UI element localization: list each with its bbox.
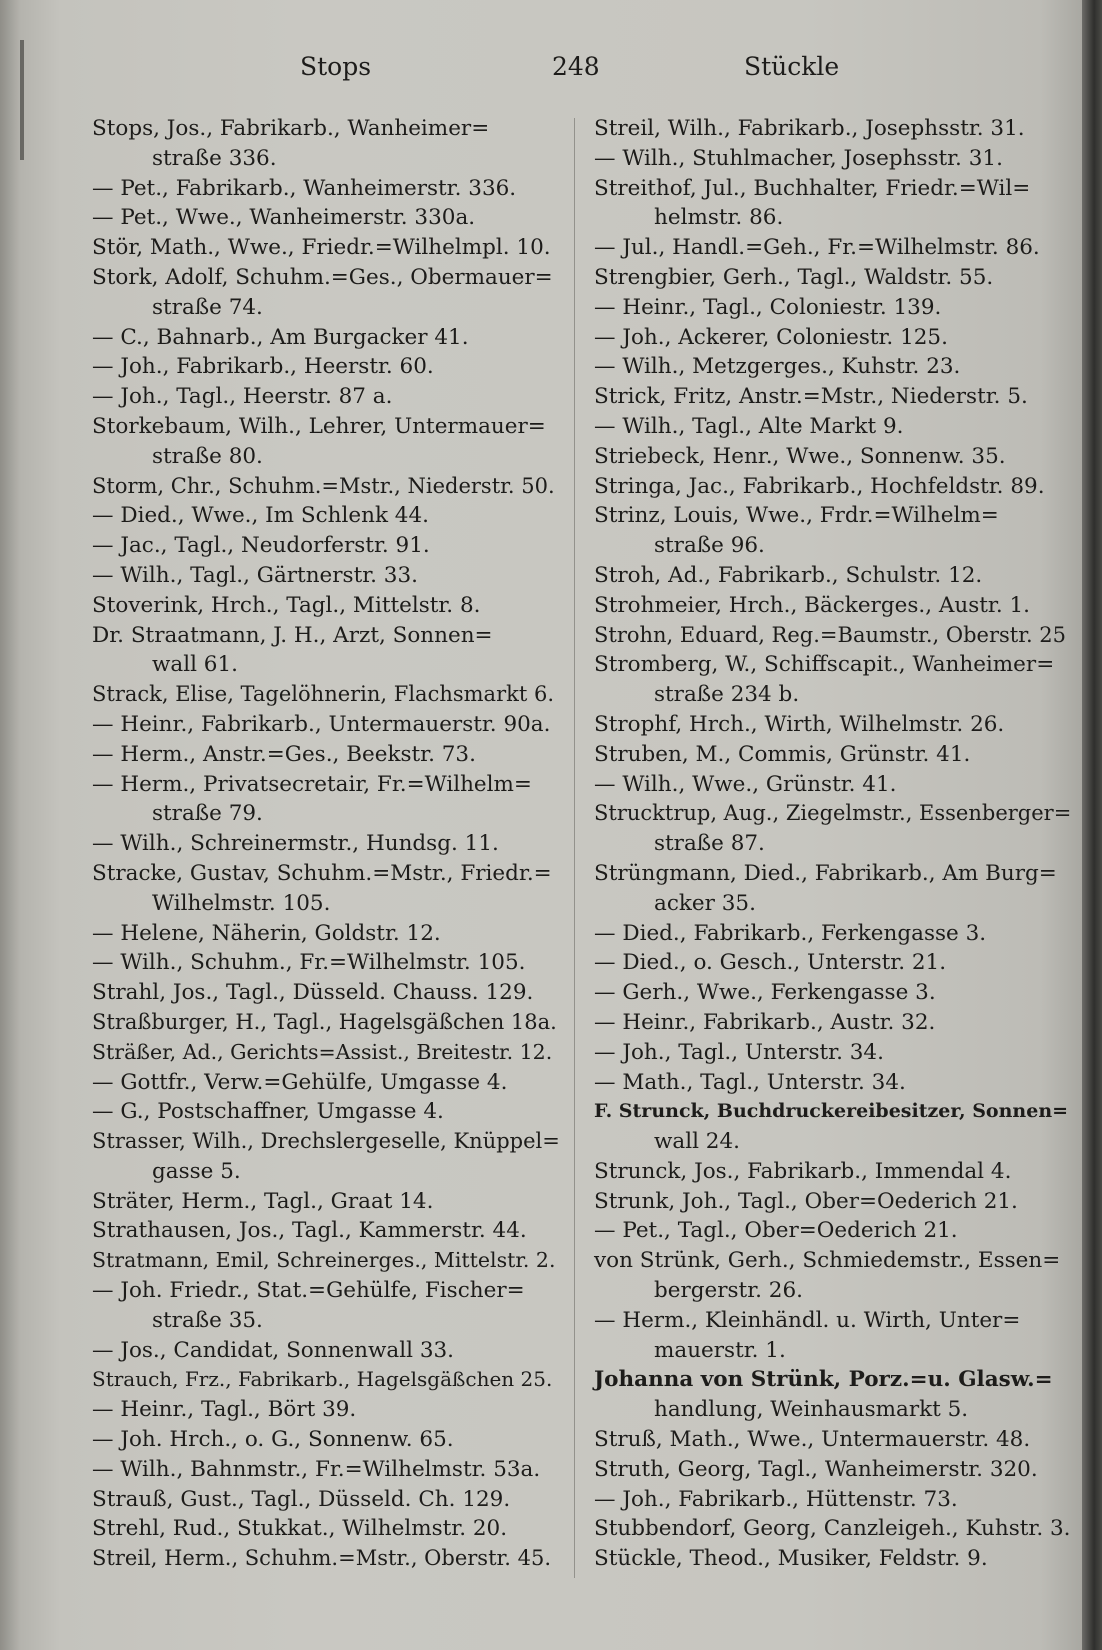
directory-entry: — Joh., Fabrikarb., Heerstr. 60. (92, 354, 434, 380)
directory-entry: Stratmann, Emil, Schreinerges., Mittelstr. 2. (92, 1248, 556, 1273)
directory-entry: — Wilh., Stuhlmacher, Josephsstr. 31. (594, 145, 1003, 171)
directory-entry: — Heinr., Fabrikarb., Untermauerstr. 90a. (92, 711, 551, 737)
entry-continuation: straße 336. (152, 145, 277, 171)
directory-entry: — Died., Fabrikarb., Ferkengasse 3. (594, 920, 987, 946)
directory-entry: — Died., o. Gesch., Unterstr. 21. (594, 950, 947, 976)
directory-entry: Strohn, Eduard, Reg.=Baumstr., Oberstr. 25 (594, 622, 1067, 647)
entry-continuation: straße 79. (152, 801, 263, 827)
entry-continuation: wall 61. (152, 652, 238, 678)
directory-entry: Stromberg, W., Schiffscapit., Wanheimer= (594, 652, 1055, 678)
directory-entry: — Wilh., Metzgerges., Kuhstr. 23. (594, 354, 961, 380)
entry-continuation: straße 74. (152, 294, 263, 320)
directory-entry: Strauch, Frz., Fabrikarb., Hagelsgäßchen 25. (92, 1367, 553, 1392)
directory-entry: Stops, Jos., Fabrikarb., Wanheimer= (92, 116, 490, 141)
directory-entry: — C., Bahnarb., Am Burgacker 41. (92, 324, 469, 350)
directory-entry: Sträter, Herm., Tagl., Graat 14. (92, 1188, 434, 1214)
directory-entry: — Wilh., Tagl., Alte Markt 9. (594, 413, 904, 439)
entry-continuation: wall 24. (654, 1129, 740, 1155)
directory-entry: — Pet., Tagl., Ober=Oederich 21. (594, 1218, 958, 1244)
directory-entry: — G., Postschaffner, Umgasse 4. (92, 1099, 444, 1125)
directory-entry: Stückle, Theod., Musiker, Feldstr. 9. (594, 1546, 988, 1572)
entry-continuation: straße 96. (654, 533, 765, 559)
header-last-entry: Stückle (744, 52, 840, 81)
directory-entry: — Joh., Ackerer, Coloniestr. 125. (594, 324, 948, 350)
directory-entry: Strinz, Louis, Wwe., Frdr.=Wilhelm= (594, 503, 999, 529)
directory-entry: — Gottfr., Verw.=Gehülfe, Umgasse 4. (92, 1069, 508, 1095)
directory-entry: Stör, Math., Wwe., Friedr.=Wilhelmpl. 10. (92, 235, 551, 261)
directory-entry: Struth, Georg, Tagl., Wanheimerstr. 320. (594, 1456, 1038, 1482)
directory-entry: — Wilh., Schreinermstr., Hundsg. 11. (92, 831, 499, 857)
directory-entry: — Jul., Handl.=Geh., Fr.=Wilhelmstr. 86. (594, 235, 1040, 261)
directory-entry: — Heinr., Tagl., Bört 39. (92, 1397, 357, 1423)
entry-continuation: straße 35. (152, 1307, 263, 1333)
entry-continuation: acker 35. (654, 890, 756, 916)
directory-entry: Strauß, Gust., Tagl., Düsseld. Ch. 129. (92, 1486, 511, 1512)
directory-entry: — Joh., Tagl., Unterstr. 34. (594, 1039, 884, 1065)
directory-entry: Stoverink, Hrch., Tagl., Mittelstr. 8. (92, 592, 481, 618)
directory-entry: Sträßer, Ad., Gerichts=Assist., Breitestr. 12. (92, 1039, 553, 1064)
directory-entry: von Strünk, Gerh., Schmiedemstr., Essen= (594, 1248, 1061, 1274)
directory-entry: — Herm., Anstr.=Ges., Beekstr. 73. (92, 741, 476, 767)
directory-entry: Stubbendorf, Georg, Canzleigeh., Kuhstr. 3. (594, 1516, 1071, 1542)
directory-entry: Strengbier, Gerh., Tagl., Waldstr. 55. (594, 264, 994, 290)
directory-entry: — Joh., Tagl., Heerstr. 87 a. (92, 384, 393, 410)
directory-entry: — Joh. Friedr., Stat.=Gehülfe, Fischer= (92, 1278, 525, 1304)
directory-entry: — Wilh., Tagl., Gärtnerstr. 33. (92, 562, 418, 588)
header-first-entry: Stops (300, 52, 372, 81)
directory-entry: Strasser, Wilh., Drechslergeselle, Knüppel= (92, 1129, 560, 1154)
directory-entry: — Helene, Näherin, Goldstr. 12. (92, 920, 441, 946)
directory-entry: Stracke, Gustav, Schuhm.=Mstr., Friedr.= (92, 860, 552, 886)
directory-entry: — Math., Tagl., Unterstr. 34. (594, 1069, 906, 1095)
page-number: 248 (552, 52, 600, 81)
directory-entry: Stork, Adolf, Schuhm.=Ges., Obermauer= (92, 264, 553, 290)
directory-entry: — Jac., Tagl., Neudorferstr. 91. (92, 533, 430, 559)
directory-entry: — Wilh., Wwe., Grünstr. 41. (594, 771, 897, 797)
directory-entry: Streil, Herm., Schuhm.=Mstr., Oberstr. 45. (92, 1546, 551, 1571)
right-column (594, 114, 1072, 1574)
directory-entry: Strüngmann, Died., Fabrikarb., Am Burg= (594, 860, 1057, 886)
directory-entry: Storkebaum, Wilh., Lehrer, Untermauer= (92, 413, 546, 439)
directory-entry: Strick, Fritz, Anstr.=Mstr., Niederstr. 5. (594, 384, 1028, 410)
left-column (92, 114, 560, 1574)
directory-entry: — Heinr., Tagl., Coloniestr. 139. (594, 294, 942, 320)
directory-entry: Strahl, Jos., Tagl., Düsseld. Chauss. 129. (92, 980, 534, 1006)
directory-entry: Strucktrup, Aug., Ziegelmstr., Essenberger= (594, 801, 1072, 826)
directory-entry: Storm, Chr., Schuhm.=Mstr., Niederstr. 50. (92, 473, 555, 498)
directory-entry: Struben, M., Commis, Grünstr. 41. (594, 741, 971, 767)
directory-entry: — Joh. Hrch., o. G., Sonnenw. 65. (92, 1427, 454, 1453)
directory-entry: Stringa, Jac., Fabrikarb., Hochfeldstr. 89. (594, 473, 1045, 499)
directory-entry: Dr. Straatmann, J. H., Arzt, Sonnen= (92, 622, 493, 648)
entry-continuation: bergerstr. 26. (654, 1278, 803, 1304)
directory-entry: — Heinr., Fabrikarb., Austr. 32. (594, 1009, 936, 1035)
directory-entry: Streil, Wilh., Fabrikarb., Josephsstr. 31. (594, 116, 1025, 141)
directory-entry: Stroh, Ad., Fabrikarb., Schulstr. 12. (594, 562, 983, 588)
directory-entry: Johanna von Strünk, Porz.=u. Glasw.= (594, 1367, 1053, 1393)
directory-entry: — Herm., Kleinhändl. u. Wirth, Unter= (594, 1307, 1021, 1333)
directory-entry: — Joh., Fabrikarb., Hüttenstr. 73. (594, 1486, 958, 1512)
directory-entry: Strunck, Jos., Fabrikarb., Immendal 4. (594, 1158, 1012, 1184)
directory-entry: — Herm., Privatsecretair, Fr.=Wilhelm= (92, 771, 532, 797)
directory-entry: Streithof, Jul., Buchhalter, Friedr.=Wil= (594, 175, 1031, 201)
directory-entry: — Pet., Wwe., Wanheimerstr. 330a. (92, 205, 476, 231)
page-edge (1082, 0, 1102, 1650)
entry-continuation: mauerstr. 1. (654, 1337, 786, 1363)
directory-entry: Strunk, Joh., Tagl., Ober=Oederich 21. (594, 1188, 1018, 1214)
entry-continuation: straße 234 b. (654, 682, 800, 708)
directory-entry: — Jos., Candidat, Sonnenwall 33. (92, 1337, 455, 1363)
entry-continuation: handlung, Weinhausmarkt 5. (654, 1397, 969, 1423)
directory-entry: Strathausen, Jos., Tagl., Kammerstr. 44. (92, 1218, 527, 1244)
entry-continuation: straße 80. (152, 443, 263, 469)
directory-entry: F. Strunck, Buchdruckereibesitzer, Sonnen= (594, 1100, 1069, 1123)
entry-continuation: Wilhelmstr. 105. (152, 890, 331, 916)
directory-entry: Striebeck, Henr., Wwe., Sonnenw. 35. (594, 443, 1006, 469)
directory-entry: Strehl, Rud., Stukkat., Wilhelmstr. 20. (92, 1516, 508, 1542)
directory-entry: — Wilh., Schuhm., Fr.=Wilhelmstr. 105. (92, 950, 526, 976)
directory-entry: — Wilh., Bahnmstr., Fr.=Wilhelmstr. 53a. (92, 1456, 541, 1482)
column-divider (574, 118, 575, 1578)
directory-entry: Straßburger, H., Tagl., Hagelsgäßchen 18a. (92, 1009, 557, 1034)
directory-entry: — Pet., Fabrikarb., Wanheimerstr. 336. (92, 175, 517, 201)
directory-entry: Strack, Elise, Tagelöhnerin, Flachsmarkt 6. (92, 682, 554, 707)
directory-entry: — Died., Wwe., Im Schlenk 44. (92, 503, 429, 529)
page-header (0, 52, 1082, 86)
entry-continuation: straße 87. (654, 831, 765, 857)
directory-entry: Struß, Math., Wwe., Untermauerstr. 48. (594, 1427, 1031, 1453)
entry-continuation: gasse 5. (152, 1158, 241, 1184)
entry-continuation: helmstr. 86. (654, 205, 784, 231)
directory-entry: — Gerh., Wwe., Ferkengasse 3. (594, 980, 936, 1006)
directory-entry: Strohmeier, Hrch., Bäckerges., Austr. 1. (594, 592, 1031, 618)
directory-entry: Strophf, Hrch., Wirth, Wilhelmstr. 26. (594, 711, 1005, 737)
